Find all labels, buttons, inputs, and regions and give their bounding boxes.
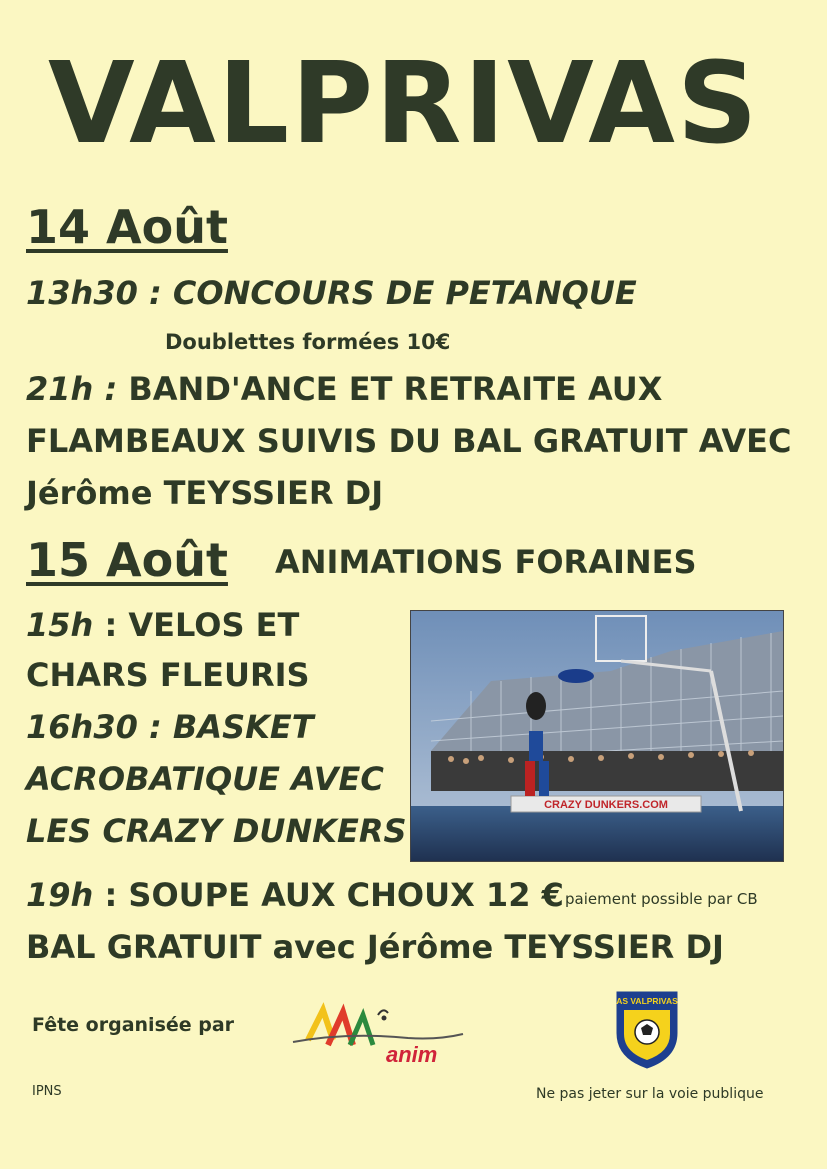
day1-event1 bbox=[26, 274, 637, 312]
photo-banner-text: CRAZY DUNKERS.COM bbox=[544, 799, 668, 811]
day2-event2-line3 bbox=[26, 812, 407, 850]
day1-event2-text-line2: FLAMBEAUX SUIVIS DU BAL GRATUIT AVEC bbox=[26, 422, 792, 460]
day1-event2-line1 bbox=[26, 370, 662, 408]
day1-event1-time: 13h30 : bbox=[26, 274, 162, 312]
poster-title: VALPRIVAS bbox=[48, 39, 760, 169]
day2-headline: ANIMATIONS FORAINES bbox=[275, 543, 697, 581]
crazy-dunkers-photo bbox=[410, 610, 784, 862]
day1-event1-text: CONCOURS DE PETANQUE bbox=[172, 274, 637, 312]
day1-event1-detail: Doublettes formées 10€ bbox=[165, 330, 451, 354]
day2-event1-text-line2: CHARS FLEURIS bbox=[26, 656, 310, 694]
day2-event1-time: 15h bbox=[26, 606, 94, 644]
day2-event3 bbox=[26, 876, 564, 914]
organized-by-label: Fête organisée par bbox=[32, 1014, 235, 1036]
day1-date: 14 Août bbox=[26, 200, 228, 254]
day2-event3-note: paiement possible par CB bbox=[565, 890, 758, 908]
asv-logo-text: AS VALPRIVAS bbox=[616, 996, 678, 1006]
day1-event2-text-line3: Jérôme TEYSSIER DJ bbox=[26, 474, 384, 512]
day2-event2-text-line1: 16h30 : BASKET bbox=[26, 708, 314, 746]
day2-event2-line1 bbox=[26, 708, 314, 746]
day2-event1-text-line1: : VELOS ET bbox=[104, 606, 300, 644]
valanim-logo bbox=[288, 1000, 468, 1070]
day1-event2-text-line1: BAND'ANCE ET RETRAITE AUX bbox=[128, 370, 663, 408]
day2-event2-text-line2: ACROBATIQUE AVEC bbox=[26, 760, 384, 798]
notice-text: Ne pas jeter sur la voie publique bbox=[536, 1086, 764, 1102]
day2-event2-text-line3: LES CRAZY DUNKERS bbox=[26, 812, 407, 850]
day2-event3-time: 19h bbox=[26, 876, 94, 914]
day2-event1-line1 bbox=[26, 606, 299, 644]
ipns-label: IPNS bbox=[32, 1084, 62, 1099]
valanim-logo-text: anim bbox=[386, 1042, 438, 1067]
day2-event3-text: : SOUPE AUX CHOUX 12 € bbox=[104, 876, 564, 914]
day2-event2-line2 bbox=[26, 760, 384, 798]
day1-event2-time: 21h : bbox=[26, 370, 118, 408]
day2-event4: BAL GRATUIT avec Jérôme TEYSSIER DJ bbox=[26, 928, 724, 966]
as-valprivas-logo bbox=[612, 988, 682, 1070]
day2-date: 15 Août bbox=[26, 533, 228, 587]
